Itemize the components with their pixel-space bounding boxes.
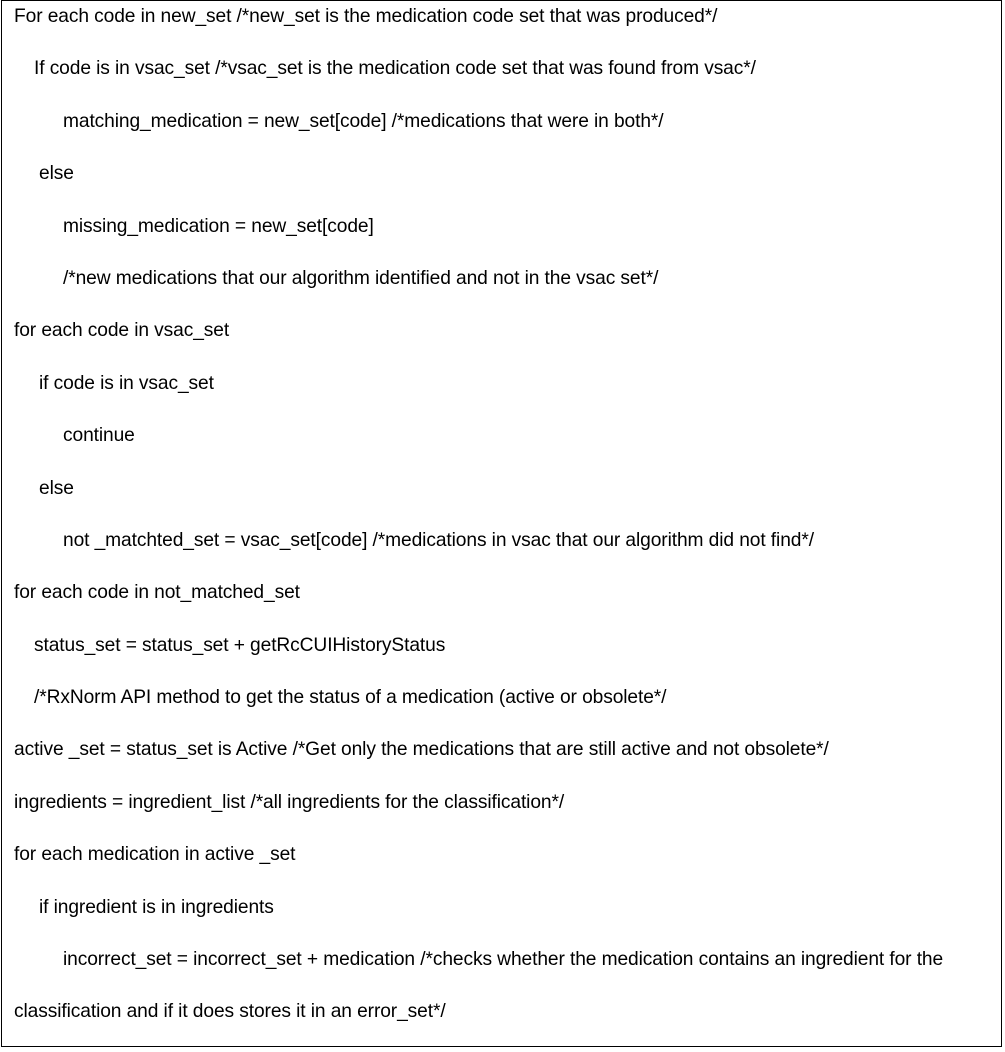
- code-line: /*RxNorm API method to get the status of a medication (active or obsolete*/: [34, 687, 667, 709]
- code-line: if ingredient is in ingredients: [39, 896, 274, 918]
- code-line: For each code in new_set /*new_set is the medication code set that was produced*/: [14, 6, 718, 27]
- code-line: for each medication in active _set: [14, 844, 296, 866]
- code-line: ingredients = ingredient_list /*all ingredients for the classification*/: [14, 791, 565, 813]
- code-line: for each code in vsac_set: [14, 320, 230, 342]
- code-line: else: [39, 163, 74, 185]
- code-line: matching_medication = new_set[code] /*medications that were in both*/: [63, 110, 664, 132]
- code-line: classification and if it does stores it in an error_set*/: [14, 1001, 446, 1023]
- code-line: else: [39, 477, 74, 499]
- code-line: missing_medication = new_set[code]: [63, 215, 374, 237]
- code-line: incorrect_set = incorrect_set + medication /*checks whether the medication contains an ingredient for the: [63, 949, 944, 971]
- code-line: if code is in vsac_set: [39, 372, 214, 394]
- code-line: /*new medications that our algorithm identified and not in the vsac set*/: [63, 267, 659, 289]
- code-line: continue: [63, 425, 135, 447]
- code-line: If code is in vsac_set /*vsac_set is the medication code set that was found from vsac*/: [34, 58, 756, 80]
- code-line: active _set = status_set is Active /*Get only the medications that are still active and not obsolete*/: [14, 739, 829, 761]
- pseudocode-lines: [14, 4, 1001, 1052]
- code-line: for each code in not_matched_set: [14, 582, 300, 604]
- pseudocode-box: [1, 0, 1002, 1047]
- code-line: status_set = status_set + getRcCUIHistoryStatus: [34, 634, 446, 656]
- code-line: not _matchted_set = vsac_set[code] /*medications in vsac that our algorithm did not find*/: [63, 529, 814, 551]
